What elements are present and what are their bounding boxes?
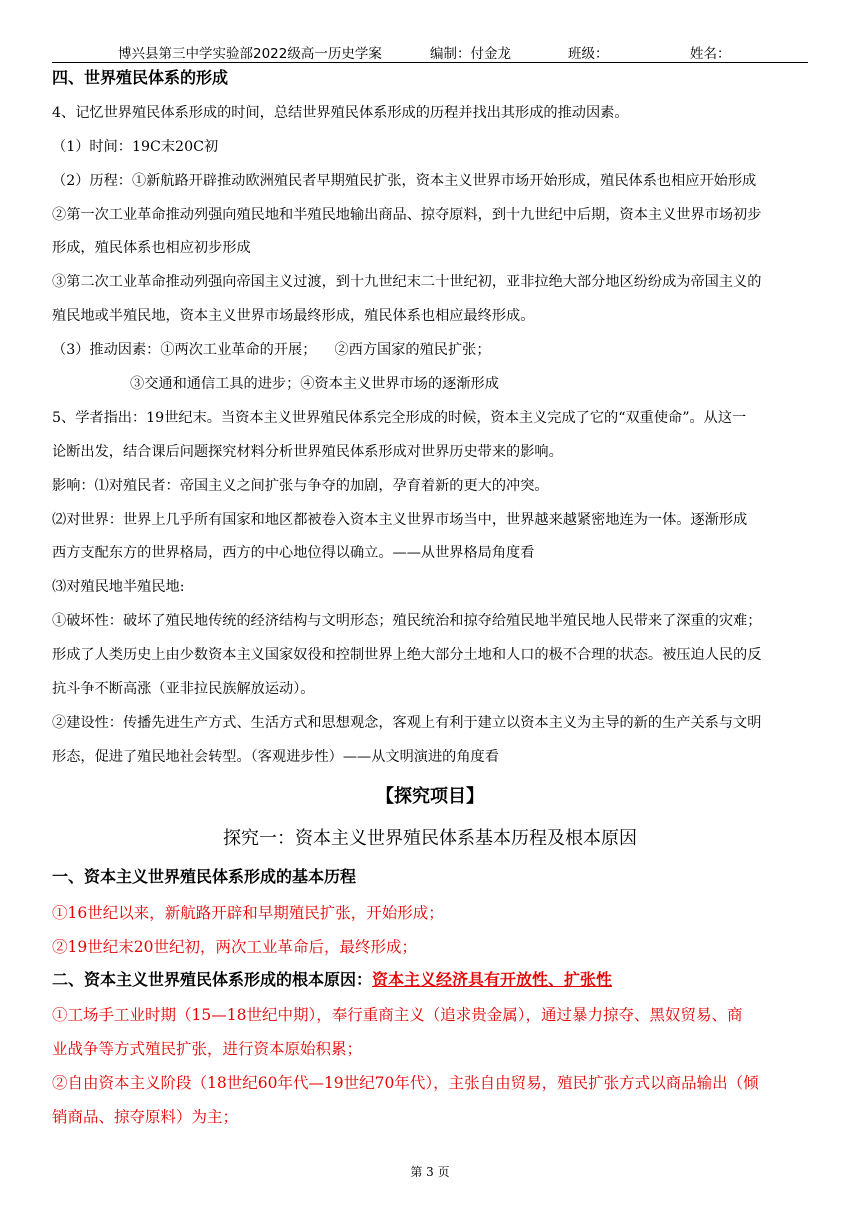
- answer-process-2b: 形成，殖民体系也相应初步形成: [52, 240, 251, 256]
- destructive-a: ①破坏性：破坏了殖民地传统的经济结构与文明形态；殖民统治和掠夺给殖民地半殖民地人民带来了深重的灾难；: [52, 613, 762, 629]
- header-class-label: 班级：: [568, 46, 609, 62]
- question-4: 4、记忆世界殖民体系形成的时间，总结世界殖民体系形成的历程并找出其形成的推动因素。: [52, 105, 629, 121]
- page-header: [52, 40, 808, 63]
- part2-heading: [52, 970, 812, 990]
- constructive-b: 形态，促进了殖民地社会转型。（客观进步性）——从文明演进的角度看: [52, 749, 499, 765]
- impact-3: ⑶对殖民地半殖民地:: [52, 579, 185, 595]
- impact-2a: ⑵对世界：世界上几乎所有国家和地区都被卷入资本主义世界市场当中，世界越来越紧密地连为一体。逐渐形成: [52, 512, 748, 528]
- part1-item-1: ①16世纪以来，新航路开辟和早期殖民扩张，开始形成；: [52, 904, 444, 922]
- part2-item-2b: 销商品、掠夺原料）为主；: [52, 1108, 239, 1126]
- destructive-b: 形成了人类历史上由少数资本主义国家奴役和控制世界上绝大部分土地和人口的极不合理的状态。被压迫人民的反: [52, 647, 762, 663]
- impact-2b: 西方支配东方的世界格局，西方的中心地位得以确立。——从世界格局角度看: [52, 545, 535, 561]
- answer-time: （1）时间：19C末20C初: [52, 139, 219, 155]
- answer-process-3b: 殖民地或半殖民地，资本主义世界市场最终形成，殖民体系也相应最终形成。: [52, 308, 535, 324]
- answer-process-2a: ②第一次工业革命推动列强向殖民地和半殖民地输出商品、掠夺原料，到十九世纪中后期，资本主义世界市场初步: [52, 207, 762, 223]
- page-number: 第 3 页: [410, 1165, 450, 1179]
- explore-title: 【探究项目】: [376, 786, 484, 807]
- header-editor: 编制：付金龙: [430, 46, 511, 62]
- answer-process-1: （2）历程：①新航路开辟推动欧洲殖民者早期殖民扩张，资本主义世界市场开始形成，殖民体系也相应开始形成: [52, 173, 757, 189]
- part1-item-2: ②19世纪末20世纪初，两次工业革命后，最终形成；: [52, 938, 417, 956]
- part2-title: 二、资本主义世界殖民体系形成的根本原因：: [52, 970, 373, 989]
- constructive-a: ②建设性：传播先进生产方式、生活方式和思想观念，客观上有利于建立以资本主义为主导的新的生产关系与文明: [52, 715, 762, 731]
- answer-factors-2: ③交通和通信工具的进步；④资本主义世界市场的逐渐形成: [130, 376, 499, 392]
- header-name-label: 姓名：: [690, 46, 731, 62]
- impact-1: 影响：⑴对殖民者：帝国主义之间扩张与争夺的加剧，孕育着新的更大的冲突。: [52, 478, 549, 494]
- header-school: 博兴县第三中学实验部2022级高一历史学案: [118, 46, 382, 62]
- part1-title: 一、资本主义世界殖民体系形成的基本历程: [52, 867, 357, 886]
- part2-reason: 资本主义经济具有开放性、扩张性: [372, 970, 613, 989]
- part2-item-1b: 业战争等方式殖民扩张，进行资本原始积累；: [52, 1040, 363, 1058]
- question-5a: 5、学者指出：19世纪末。当资本主义世界殖民体系完全形成的时候，资本主义完成了它的“双重使命”。从这一: [52, 410, 747, 426]
- part2-item-2a: ②自由资本主义阶段（18世纪60年代—19世纪70年代），主张自由贸易，殖民扩张方式以商品输出（倾: [52, 1074, 759, 1092]
- answer-process-3a: ③第二次工业革命推动列强向帝国主义过渡，到十九世纪末二十世纪初，亚非拉绝大部分地区纷纷成为帝国主义的: [52, 274, 762, 290]
- answer-factors-1: （3）推动因素：①两次工业革命的开展； ②西方国家的殖民扩张；: [52, 342, 491, 358]
- question-5b: 论断出发，结合课后问题探究材料分析世界殖民体系形成对世界历史带来的影响。: [52, 444, 563, 460]
- destructive-c: 抗斗争不断高涨（亚非拉民族解放运动）。: [52, 681, 315, 697]
- section4-title: 四、世界殖民体系的形成: [52, 68, 229, 87]
- part2-item-1a: ①工场手工业时期（15—18世纪中期），奉行重商主义（追求贵金属），通过暴力掠夺、黑奴贸易、商: [52, 1006, 743, 1024]
- explore-subtitle: 探究一：资本主义世界殖民体系基本历程及根本原因: [223, 828, 637, 849]
